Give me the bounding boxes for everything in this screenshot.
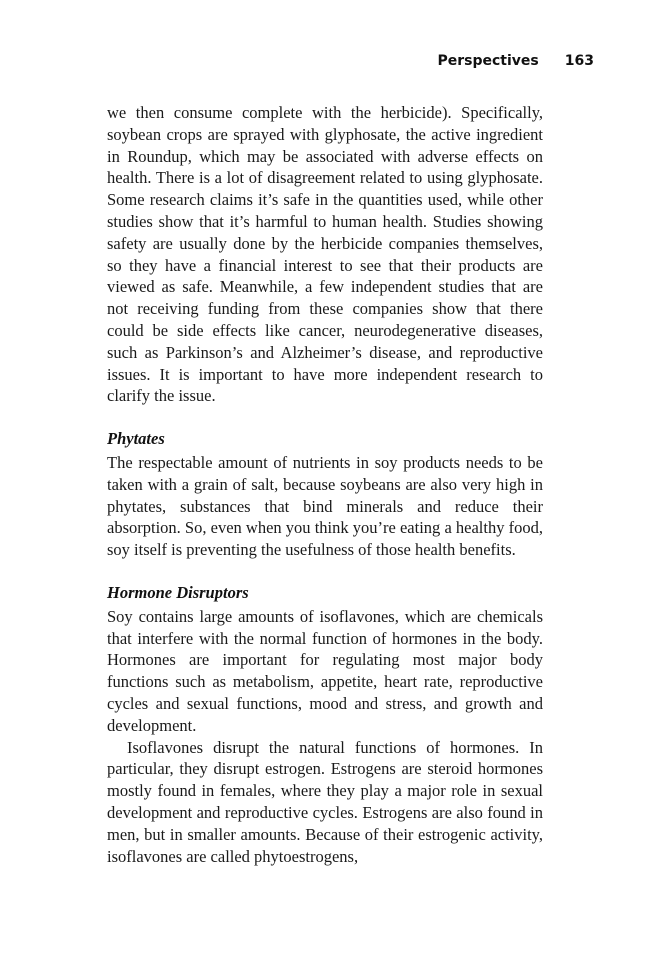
body-text <box>107 102 543 867</box>
page-number: 163 <box>564 53 594 69</box>
section-heading-hormone-disruptors: Hormone Disruptors <box>107 582 249 602</box>
running-head <box>438 53 595 69</box>
hormone-paragraph-1: Soy contains large amounts of isoflavones, which are chemicals that interfere with the normal function of hormones in the body. Hormones are important for regulating most major body functions such as metabolism, appetite, heart rate, reproductive cycles and sexual functions, mood and stress, and growth and development. <box>107 606 543 735</box>
hormone-paragraph-2: Isoflavones disrupt the natural functions of hormones. In particular, they disrupt estrogen. Estrogens are steroid hormones mostly found in females, where they play a major role in sexual development and reproductive cycles. Estrogens are also found in men, but in smaller amounts. Because of their estrogenic activity, isoflavones are called phytoestrogens, <box>107 737 543 866</box>
phytates-paragraph: The respectable amount of nutrients in soy products needs to be taken with a grain of salt, because soybeans are also very high in phytates, substances that bind minerals and reduce their absorption. So, even when you think you’re eating a healthy food, soy itself is preventing the usefulness of those health benefits. <box>107 452 543 560</box>
section-title: Perspectives <box>437 53 539 69</box>
intro-paragraph: we then consume complete with the herbicide). Specifically, soybean crops are sprayed with glyphosate, the active ingredient in Roundup, which may be associated with adverse effects on health. There is a lot of disagreement related to using glyphosate. Some research claims it’s safe in the quantities used, while other studies show that it’s harmful to human health. Studies showing safety are usually done by the herbicide companies themselves, so they have a financial interest to see that their products are viewed as safe. Meanwhile, a few independent studies that are not receiving funding from these companies show that there could be side effects like cancer, neurodegenerative diseases, such as Parkinson’s and Alzheimer’s disease, and reproductive issues. It is important to have more independent research to clarify the issue. <box>107 103 543 406</box>
section-heading-phytates: Phytates <box>107 429 165 449</box>
